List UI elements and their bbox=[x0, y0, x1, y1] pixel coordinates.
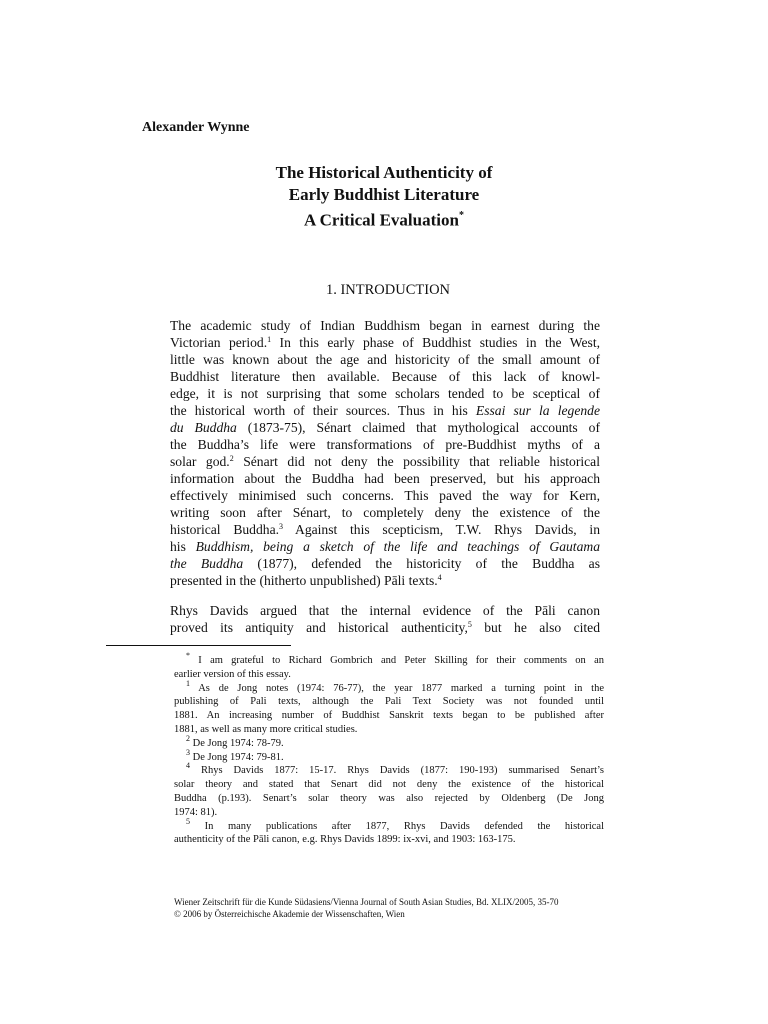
author-name: Alexander Wynne bbox=[142, 120, 250, 135]
text-line: 1881. An increasing number of Buddhist Sanskrit texts began to be published after bbox=[174, 710, 604, 722]
copyright-notice: © 2006 by Österreichische Akademie der Wissenschaften, Wien bbox=[174, 909, 405, 919]
text-line: publishing of Pali texts, although the Pali Text Society was not founded until bbox=[174, 696, 604, 708]
footnote-ref-2[interactable]: 2 bbox=[229, 454, 234, 463]
text-line: solar theory and stated that Senart did not deny the existence of the historical bbox=[174, 779, 604, 791]
text-line: historical Buddha.$^3$ Against this scepticism, T.W. Rhys Davids, in bbox=[170, 522, 601, 537]
book-title-essai-cont: du Buddha bbox=[170, 420, 237, 435]
footnote-ref-3[interactable]: 3 bbox=[279, 522, 284, 531]
footnote-star: * I am grateful to Richard Gombrich and Peter Skilling for their comments on an bbox=[186, 651, 604, 666]
text-line: Buddha (p.193). Senart’s solar theory was also rejected by Oldenberg (De Jong bbox=[174, 792, 604, 804]
footnote-ref-5[interactable]: 5 bbox=[467, 620, 472, 629]
footnote-3: $^3$ De Jong 1974: 79-81. bbox=[186, 747, 284, 763]
title-line-2: Early Buddhist Literature bbox=[288, 185, 480, 204]
text-line: solar god.$^2$ Sénart did not deny the possibility that reliable historical bbox=[170, 454, 600, 469]
text-line: edge, it is not surprising that some scholars tended to be sceptical of bbox=[170, 386, 600, 401]
footnote-2: $^2$ De Jong 1974: 78-79. bbox=[186, 733, 284, 749]
footnote-4: $^4$ Rhys Davids 1877: 15-17. Rhys Davids (1877: 190-193) summarised Senart’s bbox=[186, 761, 604, 777]
title-footnote-mark[interactable]: * bbox=[458, 210, 464, 221]
intro-paragraph-2 bbox=[170, 602, 600, 636]
text-line: Victorian period.$^1$ In this early phase of Buddhist studies in the West, bbox=[170, 335, 600, 350]
text-line: the Buddha’s life were transformations of pre-Buddhist myths of a bbox=[170, 437, 600, 452]
text-line: presented in the (hitherto unpublished) Pāli texts.$^4$ bbox=[170, 573, 442, 588]
journal-footer bbox=[174, 896, 634, 920]
text-line: proved its antiquity and historical authenticity,$^5$ but he also cited bbox=[170, 620, 600, 635]
text-line: little was known about the age and historicity of the small amount of bbox=[170, 352, 600, 367]
book-title-buddhism-cont: the Buddha bbox=[170, 556, 244, 571]
text-line: du Buddha (1873-75), Sénart claimed that mythological accounts of bbox=[170, 420, 600, 435]
footnote-ref-4[interactable]: 4 bbox=[437, 573, 442, 582]
section-heading: 1. INTRODUCTION bbox=[325, 282, 451, 298]
text-line: Rhys Davids argued that the internal evidence of the Pāli canon bbox=[170, 603, 600, 618]
footnote-ref-1[interactable]: 1 bbox=[267, 335, 272, 344]
footnote-5: $^5$ In many publications after 1877, Rhys Davids defended the historical bbox=[186, 816, 604, 832]
text-line: 1974: 81). bbox=[174, 806, 218, 818]
article-title bbox=[0, 162, 768, 232]
text-line: effectively minimised such concerns. This paved the way for Kern, bbox=[170, 488, 600, 503]
text-line: his Buddhism, being a sketch of the life and teachings of Gautama bbox=[170, 539, 600, 554]
text-line: the Buddha (1877), defended the historicity of the Buddha as bbox=[170, 556, 601, 571]
text-line: earlier version of this essay. bbox=[174, 668, 291, 680]
footnote-1: $^1$ As de Jong notes (1974: 76-77), the year 1877 marked a turning point in the bbox=[186, 678, 604, 694]
footnote-divider bbox=[106, 645, 291, 646]
text-line: 1881, as well as many more critical studies. bbox=[174, 723, 358, 735]
text-line: the historical worth of their sources. Thus in his Essai sur la legende bbox=[170, 403, 600, 418]
footnotes bbox=[174, 651, 604, 847]
text-line: information about the Buddha had been preserved, but his approach bbox=[170, 471, 600, 486]
title-line-3: A Critical Evaluation* bbox=[304, 210, 464, 230]
text-line: writing soon after Sénart, to completely deny the existence of the bbox=[170, 505, 600, 520]
journal-citation: Wiener Zeitschrift für die Kunde Südasiens/Vienna Journal of South Asian Studies, Bd. XLIX/2005, 35-70 bbox=[174, 897, 559, 907]
text-line: authenticity of the Pāli canon, e.g. Rhys Davids 1899: ix-xvi, and 1903: 163-175. bbox=[174, 834, 516, 846]
title-line-1: The Historical Authenticity of bbox=[275, 163, 493, 182]
book-title-buddhism: Buddhism, being a sketch of the life and teachings of Gautama bbox=[195, 539, 600, 554]
book-title-essai: Essai sur la legende bbox=[475, 403, 600, 418]
intro-paragraph-1 bbox=[170, 317, 600, 589]
text-line: The academic study of Indian Buddhism began in earnest during the bbox=[170, 318, 600, 333]
text-line: Buddhist literature then available. Because of this lack of knowl- bbox=[170, 369, 600, 384]
